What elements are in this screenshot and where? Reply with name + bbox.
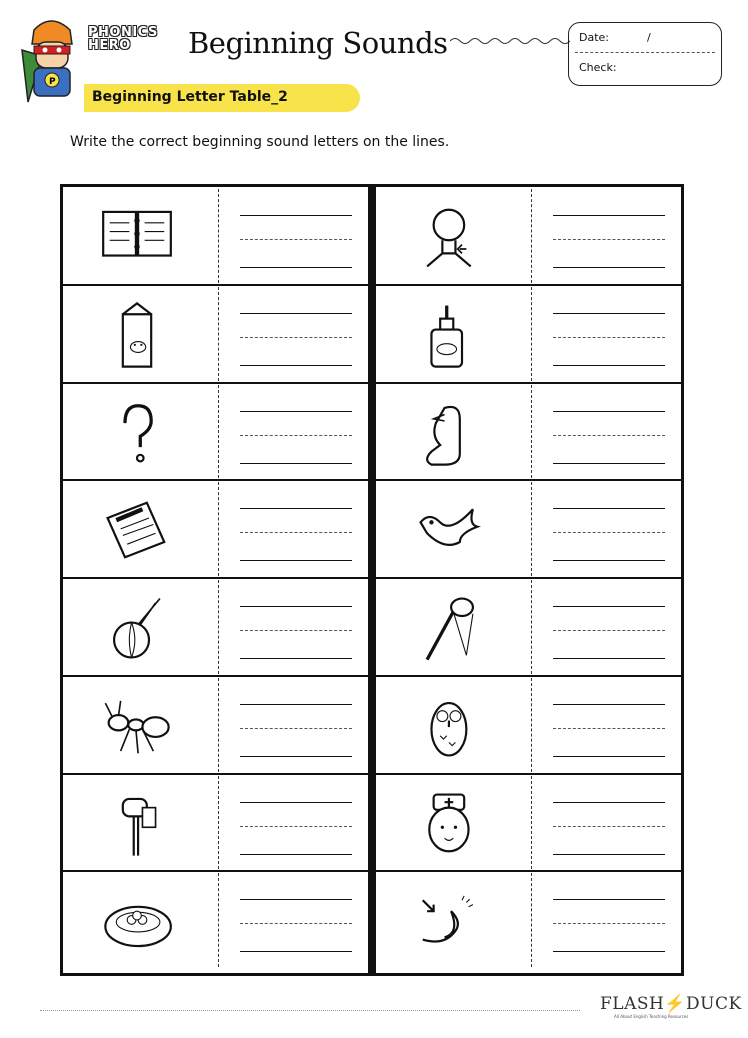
wavy-divider-icon: [450, 36, 570, 46]
brand-left: FLASH: [600, 994, 665, 1014]
writing-line-mid[interactable]: [240, 826, 352, 827]
newspaper-icon: [95, 494, 179, 566]
writing-line-top[interactable]: [553, 899, 665, 900]
instruction-text: Write the correct beginning sound letters on the lines.: [70, 134, 450, 150]
writing-line-base[interactable]: [240, 756, 352, 757]
picture-answer-separator: [218, 873, 219, 967]
picture-answer-separator: [218, 776, 219, 870]
writing-line-mid[interactable]: [553, 826, 665, 827]
writing-line-top[interactable]: [240, 313, 352, 314]
writing-line-base[interactable]: [553, 854, 665, 855]
nose-icon: [408, 885, 492, 957]
writing-line-base[interactable]: [553, 365, 665, 366]
onion-icon: [95, 592, 179, 664]
brand-right: DUCK: [686, 994, 742, 1014]
writing-line-mid[interactable]: [553, 337, 665, 338]
writing-line-mid[interactable]: [553, 435, 665, 436]
writing-line-top[interactable]: [553, 606, 665, 607]
writing-line-base[interactable]: [553, 658, 665, 659]
writing-line-base[interactable]: [240, 365, 352, 366]
writing-line-mid[interactable]: [553, 630, 665, 631]
date-separator: /: [647, 31, 651, 44]
date-check-box: [568, 22, 722, 86]
subtitle-banner: [84, 84, 360, 112]
writing-line-top[interactable]: [240, 802, 352, 803]
writing-line-top[interactable]: [553, 508, 665, 509]
writing-line-mid[interactable]: [240, 239, 352, 240]
writing-line-base[interactable]: [553, 463, 665, 464]
logo-line2: HERO: [88, 38, 131, 53]
nest-icon: [95, 885, 179, 957]
picture-answer-separator: [531, 678, 532, 772]
brand-bolt: ⚡: [664, 994, 687, 1014]
ant-icon: [95, 690, 179, 762]
picture-answer-separator: [218, 482, 219, 576]
footer-divider: [40, 1010, 580, 1011]
writing-line-mid[interactable]: [240, 435, 352, 436]
subtitle-text: Beginning Letter Table_2: [92, 89, 288, 105]
picture-answer-separator: [218, 580, 219, 674]
brand-tagline: All About English Teaching Resources: [614, 1014, 689, 1019]
writing-line-mid[interactable]: [240, 630, 352, 631]
glue-icon: [408, 299, 492, 371]
quack-duck-icon: [408, 397, 492, 469]
writing-line-base[interactable]: [240, 854, 352, 855]
logo-line1: PHONICS: [88, 25, 158, 40]
writing-line-mid[interactable]: [553, 532, 665, 533]
writing-line-top[interactable]: [240, 508, 352, 509]
writing-line-top[interactable]: [553, 215, 665, 216]
date-divider: [575, 52, 715, 53]
book-icon: [95, 201, 179, 273]
writing-line-base[interactable]: [553, 756, 665, 757]
phonics-hero-mascot-icon: [18, 10, 84, 110]
writing-line-mid[interactable]: [240, 728, 352, 729]
writing-line-base[interactable]: [553, 560, 665, 561]
table-center-divider: [368, 184, 376, 976]
picture-answer-separator: [531, 287, 532, 381]
writing-line-top[interactable]: [240, 606, 352, 607]
writing-line-base[interactable]: [240, 951, 352, 952]
writing-line-mid[interactable]: [240, 532, 352, 533]
picture-answer-separator: [531, 385, 532, 479]
writing-line-base[interactable]: [240, 560, 352, 561]
nurse-icon: [408, 788, 492, 860]
date-label: Date:: [579, 31, 609, 44]
writing-line-top[interactable]: [553, 411, 665, 412]
writing-line-top[interactable]: [553, 704, 665, 705]
picture-answer-separator: [531, 189, 532, 283]
writing-line-mid[interactable]: [553, 923, 665, 924]
writing-line-base[interactable]: [553, 267, 665, 268]
writing-line-base[interactable]: [240, 658, 352, 659]
logo-text: [88, 26, 158, 52]
writing-line-mid[interactable]: [553, 728, 665, 729]
writing-line-top[interactable]: [553, 802, 665, 803]
mailbox-icon: [95, 788, 179, 860]
picture-answer-separator: [531, 580, 532, 674]
writing-line-top[interactable]: [553, 313, 665, 314]
writing-line-top[interactable]: [240, 899, 352, 900]
picture-answer-separator: [531, 873, 532, 967]
picture-answer-separator: [531, 776, 532, 870]
writing-line-base[interactable]: [240, 463, 352, 464]
picture-answer-separator: [218, 385, 219, 479]
neck-icon: [408, 201, 492, 273]
svg-text:P: P: [49, 77, 56, 87]
writing-line-base[interactable]: [553, 951, 665, 952]
milk-carton-icon: [95, 299, 179, 371]
owl-icon: [408, 690, 492, 762]
swallow-bird-icon: [408, 494, 492, 566]
writing-line-top[interactable]: [240, 411, 352, 412]
picture-answer-separator: [531, 482, 532, 576]
picture-answer-separator: [218, 678, 219, 772]
picture-answer-separator: [218, 189, 219, 283]
writing-line-mid[interactable]: [553, 239, 665, 240]
writing-line-base[interactable]: [240, 267, 352, 268]
check-label: Check:: [579, 61, 617, 74]
picture-answer-separator: [218, 287, 219, 381]
writing-line-top[interactable]: [240, 704, 352, 705]
writing-line-top[interactable]: [240, 215, 352, 216]
net-icon: [408, 592, 492, 664]
page-title: Beginning Sounds: [188, 26, 448, 60]
writing-line-mid[interactable]: [240, 923, 352, 924]
question-mark-icon: [95, 397, 179, 469]
writing-line-mid[interactable]: [240, 337, 352, 338]
flashduck-logo: [600, 994, 742, 1014]
